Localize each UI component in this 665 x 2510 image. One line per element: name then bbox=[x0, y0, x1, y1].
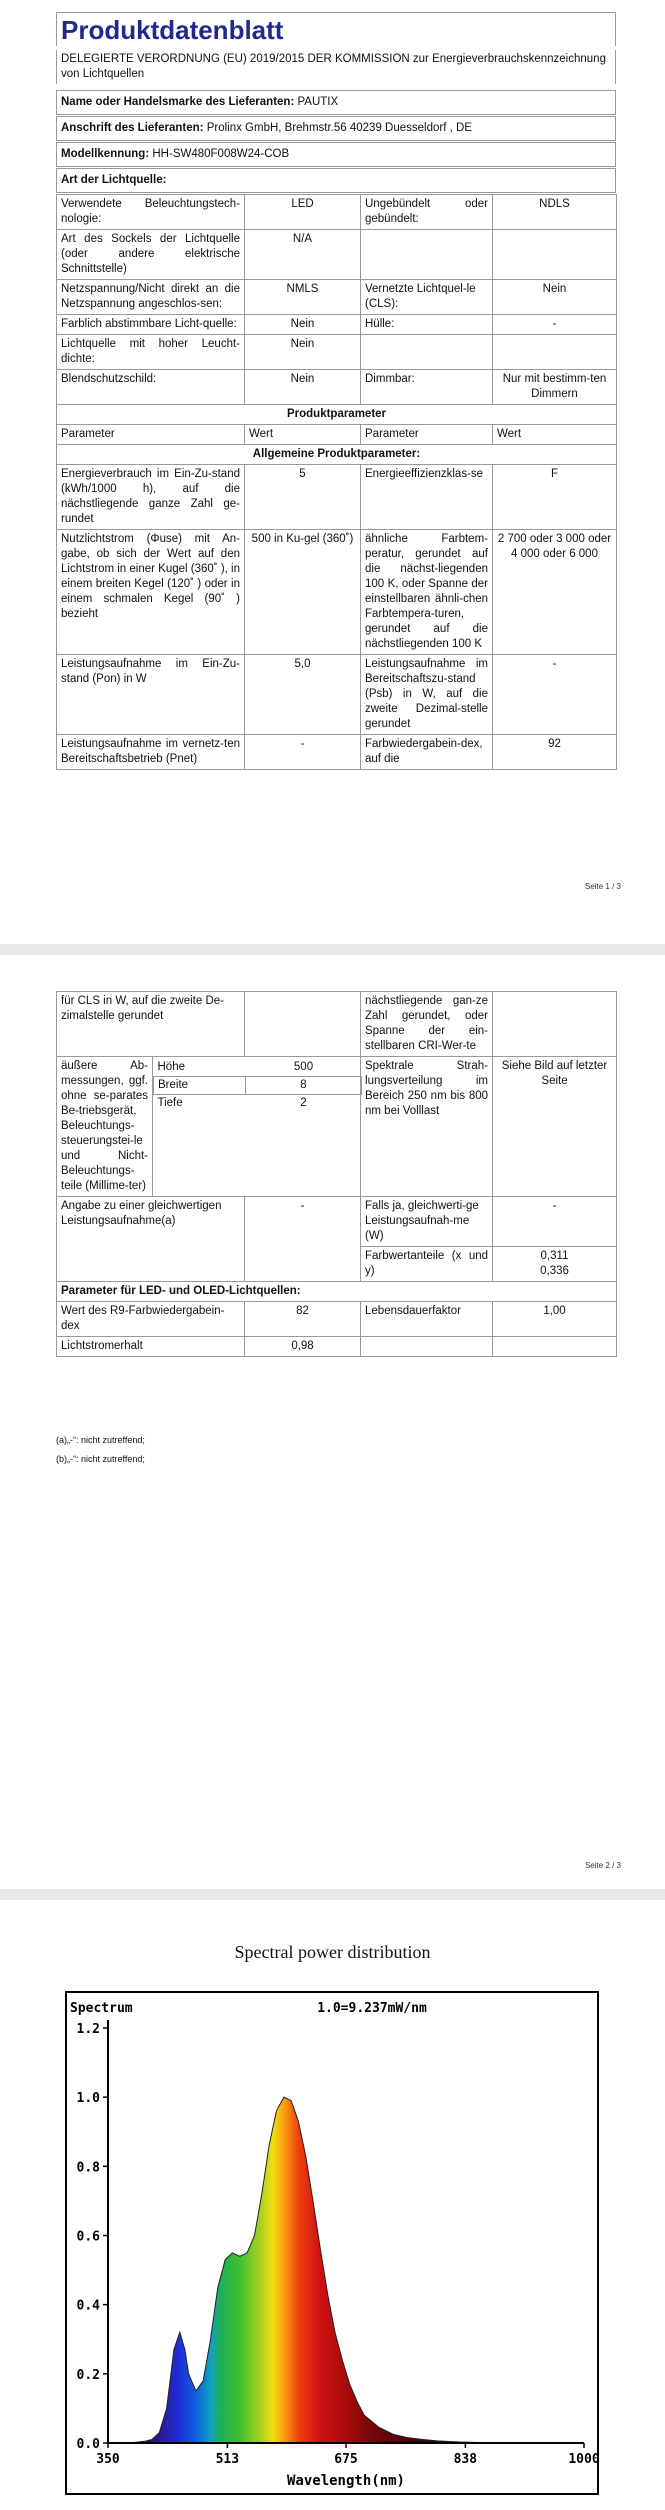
lifetime-factor-value: 1,00 bbox=[493, 1302, 617, 1337]
cell-value: Nein bbox=[245, 315, 361, 335]
table-row bbox=[57, 992, 617, 1057]
table-row bbox=[57, 370, 617, 405]
table-row bbox=[57, 280, 617, 315]
spectral-value: Siehe Bild auf letzter Seite bbox=[493, 1057, 617, 1197]
model-label: Modellkennung: bbox=[61, 148, 150, 160]
table-row bbox=[57, 315, 617, 335]
table-row bbox=[57, 1197, 617, 1247]
cell-label: Vernetzte Lichtquel-le (CLS): bbox=[361, 280, 493, 315]
r9-value: 82 bbox=[245, 1302, 361, 1337]
lumen-maintenance-label: Lichtstromerhalt bbox=[57, 1337, 245, 1357]
supplier-address-row bbox=[56, 116, 616, 141]
dimensions-label: äußere Ab-messungen, ggf. ohne se-parates Be-triebsgerät, Beleuchtungs-steuerungstei-le und Nicht-Beleuchtungs-teile (Millime-ter) bbox=[57, 1057, 153, 1197]
page-3 bbox=[0, 1900, 665, 2510]
supplier-name-row bbox=[56, 90, 616, 115]
equivalent-power-label: Angabe zu einer gleichwertigen Leistungsaufnahme(a) bbox=[57, 1197, 245, 1282]
cell-label: Leistungsaufnahme im Ein-Zu-stand (Pon) in W bbox=[57, 655, 245, 735]
cell-label: Dimmbar: bbox=[361, 370, 493, 405]
equivalent-power-w-label: Falls ja, gleichwerti-ge Leistungsaufnah-me (W) bbox=[361, 1197, 493, 1247]
dimensions-cell bbox=[153, 1057, 361, 1197]
product-params-header: Produktparameter bbox=[57, 405, 617, 425]
chart-title: Spectrum bbox=[70, 2001, 133, 2016]
x-axis-label: Wavelength(nm) bbox=[286, 2473, 406, 2489]
table-row bbox=[57, 445, 617, 465]
equivalent-power-value: - bbox=[245, 1197, 361, 1282]
cell-label: ähnliche Farbtem-peratur, gerundet auf die nächst-liegenden 100 K, oder Spanne der einstellbaren ähnli-chen Farbtempera-turen, gerundet auf die nächstliegenden 100 K bbox=[361, 530, 493, 655]
cell-value: Nein bbox=[493, 280, 617, 315]
table-row bbox=[57, 405, 617, 425]
column-header-value: Wert bbox=[245, 425, 361, 445]
table-row bbox=[57, 335, 617, 370]
cell-value: Nein bbox=[245, 370, 361, 405]
y-tick-label: 0.6 bbox=[76, 2229, 100, 2245]
dimension-value: 2 bbox=[300, 1097, 307, 1109]
light-source-type-table bbox=[56, 194, 617, 770]
model-row bbox=[56, 142, 616, 167]
table-row bbox=[57, 465, 617, 530]
r9-label: Wert des R9-Farbwiedergabein-dex bbox=[57, 1302, 245, 1337]
y-tick-label: 0.2 bbox=[76, 2367, 100, 2383]
table-row bbox=[154, 1095, 362, 1113]
cell-value: 500 in Ku-gel (360˚) bbox=[245, 530, 361, 655]
cell-value: Nur mit bestimm-ten Dimmern bbox=[493, 370, 617, 405]
dimension-name: Tiefe bbox=[157, 1097, 183, 1109]
lumen-maintenance-value: 0,98 bbox=[245, 1337, 361, 1357]
table-row bbox=[57, 230, 617, 280]
document-title: Produktdatenblatt bbox=[56, 12, 616, 46]
cell-value: LED bbox=[245, 195, 361, 230]
x-tick-label: 1000 bbox=[568, 2452, 600, 2467]
page-2 bbox=[0, 955, 665, 1889]
table-row bbox=[57, 1302, 617, 1337]
cell-value: 92 bbox=[493, 735, 617, 770]
cell-value: 5 bbox=[245, 465, 361, 530]
dimension-value: 8 bbox=[246, 1077, 362, 1095]
dimension-value: 500 bbox=[293, 1061, 314, 1073]
cell-label: Leistungsaufnahme im vernetz-ten Bereitschaftsbetrieb (Pnet) bbox=[57, 735, 245, 770]
cell-label: nächstliegende gan-ze Zahl gerundet, oder Spanne der ein-stellbaren CRI-Wer-te bbox=[361, 992, 493, 1057]
light-source-type-row bbox=[56, 168, 616, 193]
column-header-parameter: Parameter bbox=[57, 425, 245, 445]
cell-label bbox=[361, 335, 493, 370]
column-header-parameter: Parameter bbox=[361, 425, 493, 445]
table-row bbox=[154, 1059, 362, 1077]
cell-value: 5,0 bbox=[245, 655, 361, 735]
cell-label: Leistungsaufnahme im Bereitschaftszu-stand (Psb) in W, auf die zweite Dezimal-stelle gerundet bbox=[361, 655, 493, 735]
cell-value bbox=[493, 335, 617, 370]
cell-label: Energieverbrauch im Ein-Zu-stand (kWh/1000 h), auf die nächstliegende ganze Zahl ge-rundet bbox=[57, 465, 245, 530]
y-tick-label: 1.0 bbox=[76, 2091, 100, 2107]
cell-value: 2 700 oder 3 000 oder 4 000 oder 6 000 bbox=[493, 530, 617, 655]
lifetime-factor-label: Lebensdauerfaktor bbox=[361, 1302, 493, 1337]
chart-annotation: 1.0=9.237mW/nm bbox=[317, 2001, 427, 2016]
cell-value: NMLS bbox=[245, 280, 361, 315]
cell-label: Energieeffizienzklas-se bbox=[361, 465, 493, 530]
y-tick-label: 0.0 bbox=[76, 2437, 100, 2452]
y-tick-label: 1.2 bbox=[76, 2022, 100, 2037]
y-tick-label: 0.8 bbox=[76, 2160, 100, 2176]
dimension-name: Breite bbox=[154, 1077, 246, 1095]
supplier-address-label: Anschrift des Lieferanten: bbox=[61, 122, 204, 134]
spectral-label: Spektrale Strah-lungsverteilung im Bereich 250 nm bis 800 nm bei Volllast bbox=[361, 1057, 493, 1197]
spectrum-chart bbox=[62, 1988, 602, 2498]
cell-label: Farblich abstimmbare Licht-quelle: bbox=[57, 315, 245, 335]
chromaticity-y: 0,336 bbox=[540, 1265, 569, 1277]
cell-value: NDLS bbox=[493, 195, 617, 230]
chromaticity-x: 0,311 bbox=[540, 1250, 569, 1262]
column-header-value: Wert bbox=[493, 425, 617, 445]
cell-label: Netzspannung/Nicht direkt an die Netzspannung angeschlos-sen: bbox=[57, 280, 245, 315]
cell-label: Art des Sockels der Lichtquelle (oder andere elektrische Schnittstelle) bbox=[57, 230, 245, 280]
cell-label: für CLS in W, auf die zweite De-zimalstelle gerundet bbox=[57, 992, 245, 1057]
table-row bbox=[57, 195, 617, 230]
supplier-name-label: Name oder Handelsmarke des Lieferanten: bbox=[61, 96, 295, 108]
table-row bbox=[57, 1337, 617, 1357]
page-number: Seite 2 / 3 bbox=[584, 1861, 621, 1870]
dimensions-table bbox=[153, 1059, 362, 1112]
cell-value: - bbox=[493, 655, 617, 735]
led-params-header: Parameter für LED- und OLED-Lichtquellen: bbox=[57, 1282, 617, 1302]
table-row bbox=[57, 530, 617, 655]
x-tick-label: 675 bbox=[334, 2452, 358, 2467]
page-1 bbox=[0, 0, 665, 944]
cell-label: Lichtquelle mit hoher Leucht-dichte: bbox=[57, 335, 245, 370]
table-row bbox=[57, 1057, 617, 1197]
cell-label: Nutzlichtstrom (Φuse) mit An-gabe, ob sich der Wert auf den Lichtstrom in einer Kugel (360˚ ), in einem breiten Kegel (120˚ ) oder in einem schmalen Kegel (90˚ ) bezieht bbox=[57, 530, 245, 655]
table-row bbox=[154, 1077, 362, 1095]
supplier-address-value: Prolinx GmbH, Brehmstr.56 40239 Duesseldorf , DE bbox=[206, 122, 472, 134]
cell-value bbox=[493, 1337, 617, 1357]
cell-label: Blendschutzschild: bbox=[57, 370, 245, 405]
table-row bbox=[57, 425, 617, 445]
x-tick-label: 513 bbox=[215, 2452, 240, 2467]
cell-label bbox=[361, 1337, 493, 1357]
cell-value: Nein bbox=[245, 335, 361, 370]
chart-heading: Spectral power distribution bbox=[234, 1942, 431, 1962]
equivalent-power-w-value: - bbox=[493, 1197, 617, 1247]
table-row bbox=[57, 735, 617, 770]
cell-value: - bbox=[245, 735, 361, 770]
cell-value bbox=[493, 992, 617, 1057]
cell-label: Hülle: bbox=[361, 315, 493, 335]
cell-label: Ungebündelt oder gebündelt: bbox=[361, 195, 493, 230]
x-tick-label: 838 bbox=[453, 2452, 478, 2467]
cell-value: F bbox=[493, 465, 617, 530]
cell-label: Verwendete Beleuchtungstech-nologie: bbox=[57, 195, 245, 230]
light-source-type-label: Art der Lichtquelle: bbox=[61, 174, 167, 186]
cell-value: - bbox=[493, 315, 617, 335]
chromaticity-value bbox=[493, 1247, 617, 1282]
parameters-continued-table bbox=[56, 991, 617, 1357]
regulation-reference: DELEGIERTE VERORDNUNG (EU) 2019/2015 DER KOMMISSION zur Energieverbrauchskennzeichnung von Lichtquellen bbox=[56, 50, 616, 84]
cell-value bbox=[245, 992, 361, 1057]
y-tick-label: 0.4 bbox=[76, 2298, 100, 2314]
chromaticity-label: Farbwertanteile (x und y) bbox=[361, 1247, 493, 1282]
cell-label: Farbwiedergabein-dex, auf die bbox=[361, 735, 493, 770]
model-value: HH-SW480F008W24-COB bbox=[152, 148, 290, 160]
footnote-b: (b)„-“: nicht zutreffend; bbox=[56, 1454, 145, 1464]
supplier-name-value: PAUTIX bbox=[297, 96, 339, 108]
page-number: Seite 1 / 3 bbox=[584, 882, 621, 891]
cell-value bbox=[493, 230, 617, 280]
table-row bbox=[57, 1282, 617, 1302]
table-row bbox=[57, 655, 617, 735]
cell-label bbox=[361, 230, 493, 280]
x-tick-label: 350 bbox=[96, 2452, 120, 2467]
footnote-a: (a)„-“: nicht zutreffend; bbox=[56, 1435, 145, 1445]
dimension-name: Höhe bbox=[157, 1061, 185, 1073]
cell-value: N/A bbox=[245, 230, 361, 280]
general-params-header: Allgemeine Produktparameter: bbox=[57, 445, 617, 465]
